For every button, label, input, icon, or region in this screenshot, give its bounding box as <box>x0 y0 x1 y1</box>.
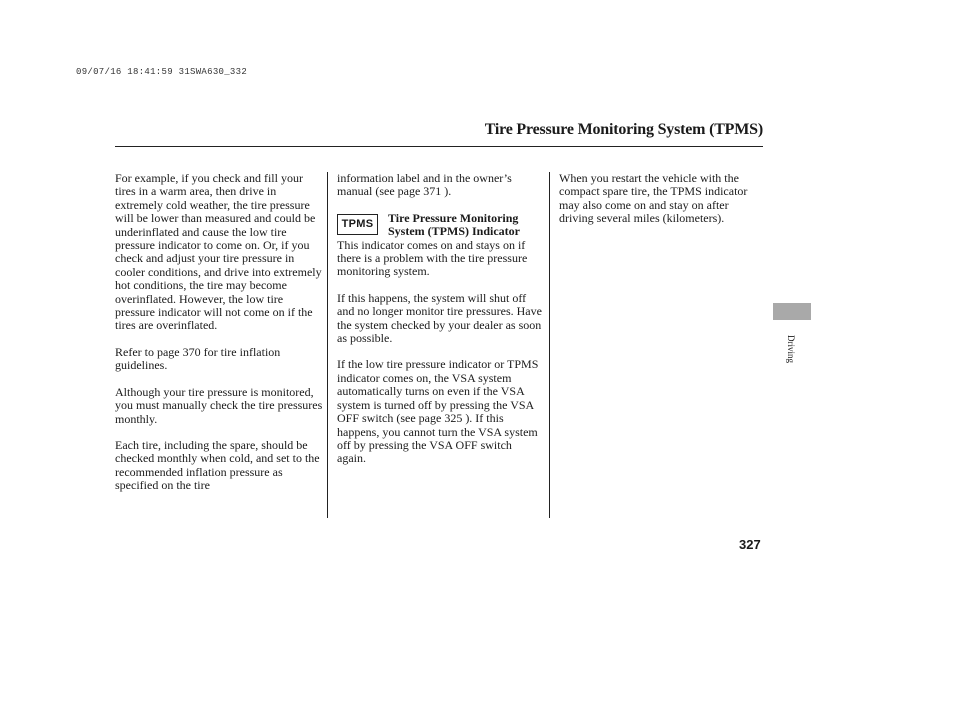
title-rule <box>115 146 763 147</box>
tpms-indicator-heading <box>337 212 543 239</box>
col1-paragraph-3: Although your tire pressure is monitored, you must manually check the tire pressures monthly. <box>115 384 323 426</box>
tpms-indicator-icon: TPMS <box>337 214 378 235</box>
column-divider-2 <box>549 172 550 518</box>
col1-paragraph-4: Each tire, including the spare, should be checked monthly when cold, and set to the recommended inflation pressure as specified on the tire <box>115 437 320 493</box>
column-3 <box>559 172 763 239</box>
col2-paragraph-2: This indicator comes on and stays on if there is a problem with the tire pressure monitoring system. <box>337 237 528 279</box>
column-2 <box>337 172 543 479</box>
col1-paragraph-2: Refer to page 370 for tire inflation guidelines. <box>115 344 281 373</box>
col2-paragraph-4: If the low tire pressure indicator or TPMS indicator comes on, the VSA system automatically turns on even if the VSA system is turned off by pressing the VSA OFF switch (see page 325 ). If this happens, you cannot turn the VSA system off by pressing the VSA OFF switch again. <box>337 357 539 466</box>
column-1 <box>115 172 325 506</box>
col2-paragraph-3: If this happens, the system will shut off and no longer monitor tire pressures. Have the system checked by your dealer as soon as possible. <box>337 290 542 346</box>
print-stamp: 09/07/16 18:41:59 31SWA630_332 <box>76 67 248 77</box>
col1-paragraph-1: For example, if you check and fill your tires in a warm area, then drive in extremely cold weather, the tire pressure will be lower than measured and could be underinflated and cause the low tire pressure indicator to come on. Or, if you check and adjust your tire pressure in cooler conditions, and drive into extremely hot conditions, the tire may become overinflated. However, the low tire pressure indicator will not come on if the tires are overinflated. <box>115 171 322 333</box>
column-divider-1 <box>327 172 328 518</box>
tpms-indicator-title: Tire Pressure Monitoring System (TPMS) Indicator <box>388 210 520 239</box>
col2-paragraph-1: information label and in the owner’s manual (see page 371 ). <box>337 171 512 199</box>
page-title: Tire Pressure Monitoring System (TPMS) <box>484 121 763 138</box>
page-number: 327 <box>739 537 761 552</box>
section-label: Driving <box>786 335 796 363</box>
section-tab <box>773 303 811 320</box>
col3-paragraph-1: When you restart the vehicle with the compact spare tire, the TPMS indicator may also come on and stay on after driving several miles (kilometers). <box>559 171 748 226</box>
